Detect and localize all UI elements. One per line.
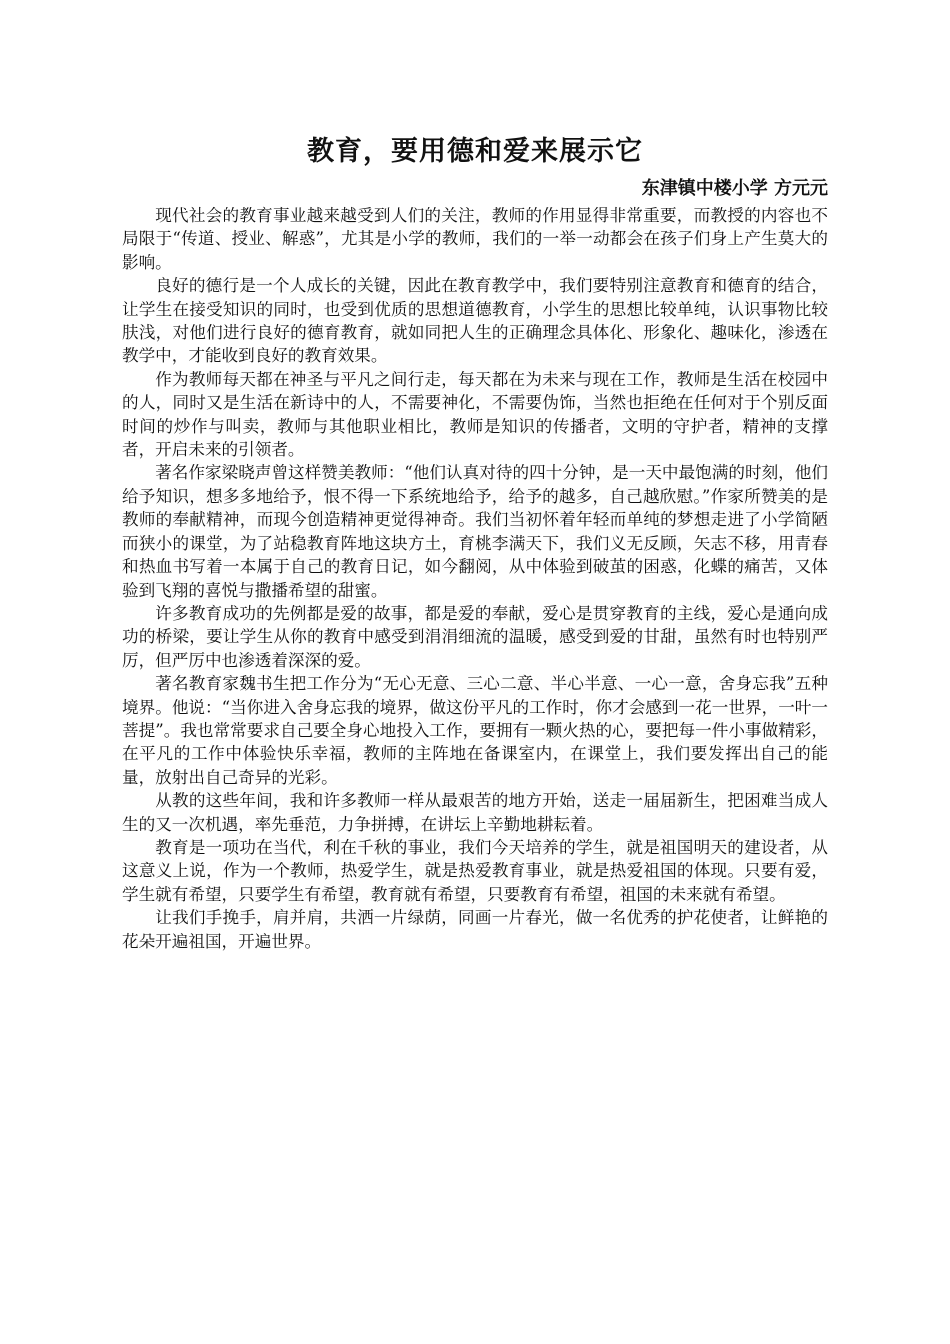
paragraph: 著名教育家魏书生把工作分为“无心无意、三心二意、半心半意、一心一意，舍身忘我”五种境界。他说：“当你进入舍身忘我的境界，做这份平凡的工作时，你才会感到一花一世界，一叶一菩提”。我也常常要求自己要全身心地投入工作，要拥有一颗火热的心，要把每一件小事做精彩，在平凡的工作中体验快乐幸福，教师的主阵地在备课室内，在课堂上，我们要发挥出自己的能量，放射出自己奇异的光彩。	[122, 674, 828, 787]
paragraph: 现代社会的教育事业越来越受到人们的关注，教师的作用显得非常重要，而教授的内容也不局限于“传道、授业、解惑”，尤其是小学的教师，我们的一举一动都会在孩子们身上产生莫大的影响。	[122, 206, 828, 272]
paragraph: 著名作家梁晓声曾这样赞美教师：“他们认真对待的四十分钟，是一天中最饱满的时刻，他们给予知识，想多多地给予，恨不得一下系统地给予，给予的越多，自己越欣慰。”作家所赞美的是教师的奉献精神，而现今创造精神更觉得神奇。我们当初怀着年轻而单纯的梦想走进了小学简陋而狭小的课堂，为了站稳教育阵地这块方土，育桃李满天下，我们义无反顾，矢志不移，用青春和热血书写着一本属于自己的教育日记，如今翻阅，从中体验到破茧的困惑，化蝶的痛苦，又体验到飞翔的喜悦与撒播希望的甜蜜。	[122, 463, 828, 600]
paragraph: 让我们手挽手，肩并肩，共洒一片绿荫，同画一片春光，做一名优秀的护花使者，让鲜艳的花朵开遍祖国，开遍世界。	[122, 908, 828, 951]
paragraph: 从教的这些年间，我和许多教师一样从最艰苦的地方开始，送走一届届新生，把困难当成人生的又一次机遇，率先垂范，力争拼搏，在讲坛上辛勤地耕耘着。	[122, 791, 828, 834]
document-body	[122, 204, 828, 953]
document-title: 教育，要用德和爱来展示它	[307, 136, 643, 167]
paragraph: 良好的德行是一个人成长的关键，因此在教育教学中，我们要特别注意教育和德育的结合，让学生在接受知识的同时，也受到优质的思想道德教育，小学生的思想比较单纯，认识事物比较肤浅，对他们进行良好的德育教育，就如同把人生的正确理念具体化、形象化、趣味化，渗透在教学中，才能收到良好的教育效果。	[122, 276, 828, 366]
author-byline: 东津镇中楼小学 方元元	[641, 178, 828, 199]
paragraph: 作为教师每天都在神圣与平凡之间行走，每天都在为未来与现在工作，教师是生活在校园中的人，同时又是生活在新诗中的人，不需要神化，不需要伪饰，当然也拒绝在任何对于个别反面时间的炒作与叫卖，教师与其他职业相比，教师是知识的传播者，文明的守护者，精神的支撑者，开启未来的引领者。	[122, 369, 828, 460]
paragraph: 许多教育成功的先例都是爱的故事，都是爱的奉献，爱心是贯穿教育的主线，爱心是通向成功的桥梁，要让学生从你的教育中感受到涓涓细流的温暖，感受到爱的甘甜，虽然有时也特别严厉，但严厉中也渗透着深深的爱。	[122, 603, 828, 670]
document-page	[122, 130, 828, 953]
paragraph: 教育是一项功在当代，利在千秋的事业，我们今天培养的学生，就是祖国明天的建设者，从这意义上说，作为一个教师，热爱学生，就是热爱教育事业，就是热爱祖国的体现。只要有爱，学生就有希望，只要学生有希望，教育就有希望，只要教育有希望，祖国的未来就有希望。	[122, 837, 828, 904]
